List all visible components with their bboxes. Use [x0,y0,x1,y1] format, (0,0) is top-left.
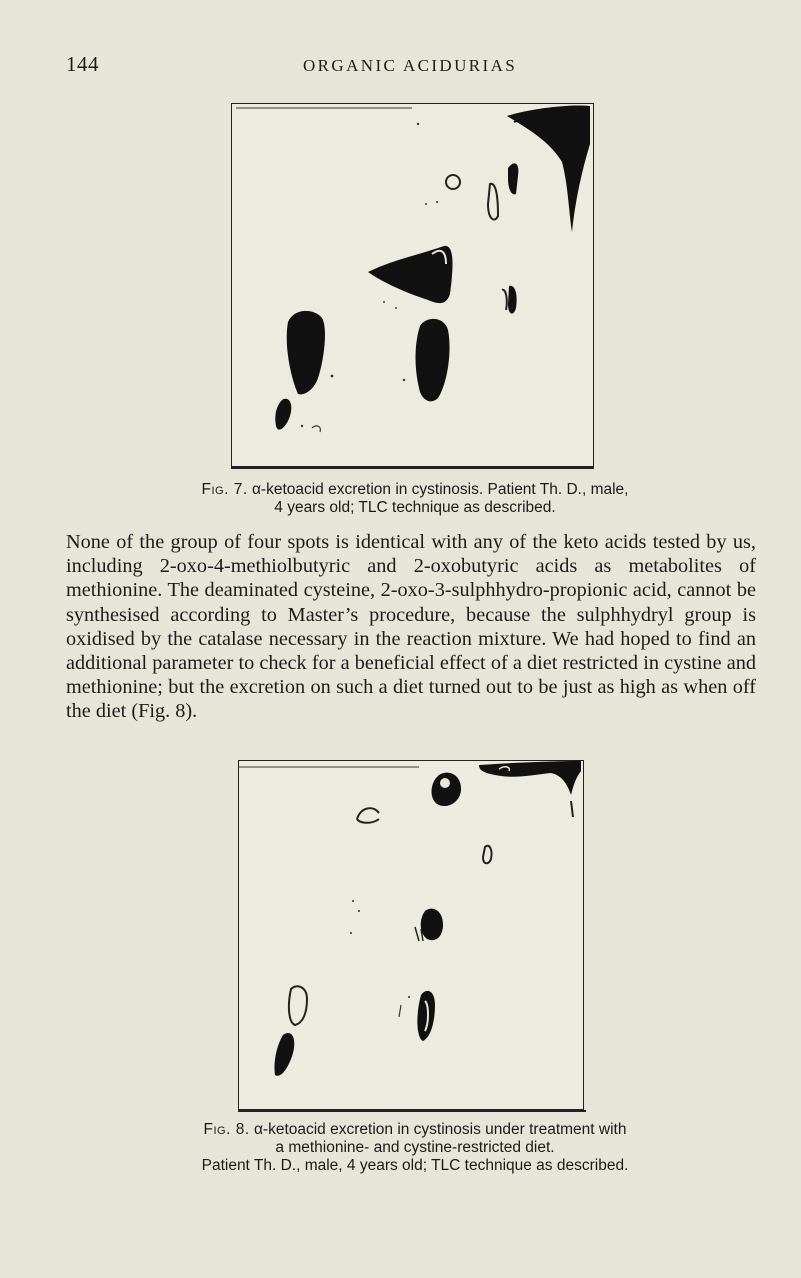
figure-8-caption [130,1121,700,1175]
spot [274,1033,294,1076]
figure-8-caption-line-2: a methionine- and cystine-restricted diet. [275,1139,555,1156]
page-number: 144 [66,52,99,76]
figure-7-caption [150,481,680,517]
figure-8-baseline-rule [238,1110,586,1112]
figure-8-caption-line-1: α-ketoacid excretion in cystinosis under treatment with [253,1121,627,1138]
running-head: ORGANIC ACIDURIAS [303,56,518,75]
spot [416,319,450,401]
spot [571,801,573,817]
spot [357,808,379,819]
spot [508,286,517,314]
spot [421,909,443,941]
figure-7-caption-line-2: 4 years old; TLC technique as described. [274,499,556,516]
spot [289,986,307,1025]
spot [432,773,462,806]
figure-7-image [232,104,593,466]
spot [446,175,460,189]
figure-7-tlc-plate [231,103,594,468]
spot [502,290,507,310]
spot [275,399,291,430]
spot [287,311,325,394]
spot [507,105,590,232]
spot [368,246,452,303]
figure-8-image [239,761,583,1109]
spot [488,184,498,220]
spot [483,846,492,864]
spot [417,991,435,1041]
figure-7-caption-line-1: α-ketoacid excretion in cystinosis. Patient Th. D., male, [251,481,629,498]
figure-7-label: Fig. 7. [201,481,248,498]
figure-8-caption-line-3: Patient Th. D., male, 4 years old; TLC technique as described. [201,1157,629,1174]
figure-8-label: Fig. 8. [203,1121,250,1138]
spot [479,761,581,795]
figure-8-tlc-plate [238,760,584,1110]
spot [508,163,518,194]
body-paragraph: None of the group of four spots is identical with any of the keto acids tested by us, including 2-oxo-4-methiolbutyric and 2-oxobutyric acids as metabolites of methionine. The deaminated cysteine, 2-oxo-3-sulphhydro-propionic acid, cannot be synthesised according to Master’s procedure, because the sulphhydryl group is oxidised by the catalase necessary in the reaction mixture. We had hoped to find an additional parameter to check for a beneficial effect of a diet restricted in cystine and methionine; but the excretion on such a diet turned out to be just as high as when off the diet (Fig. 8). [66,531,756,723]
figure-7-baseline-rule [231,467,594,469]
spot [357,819,379,823]
